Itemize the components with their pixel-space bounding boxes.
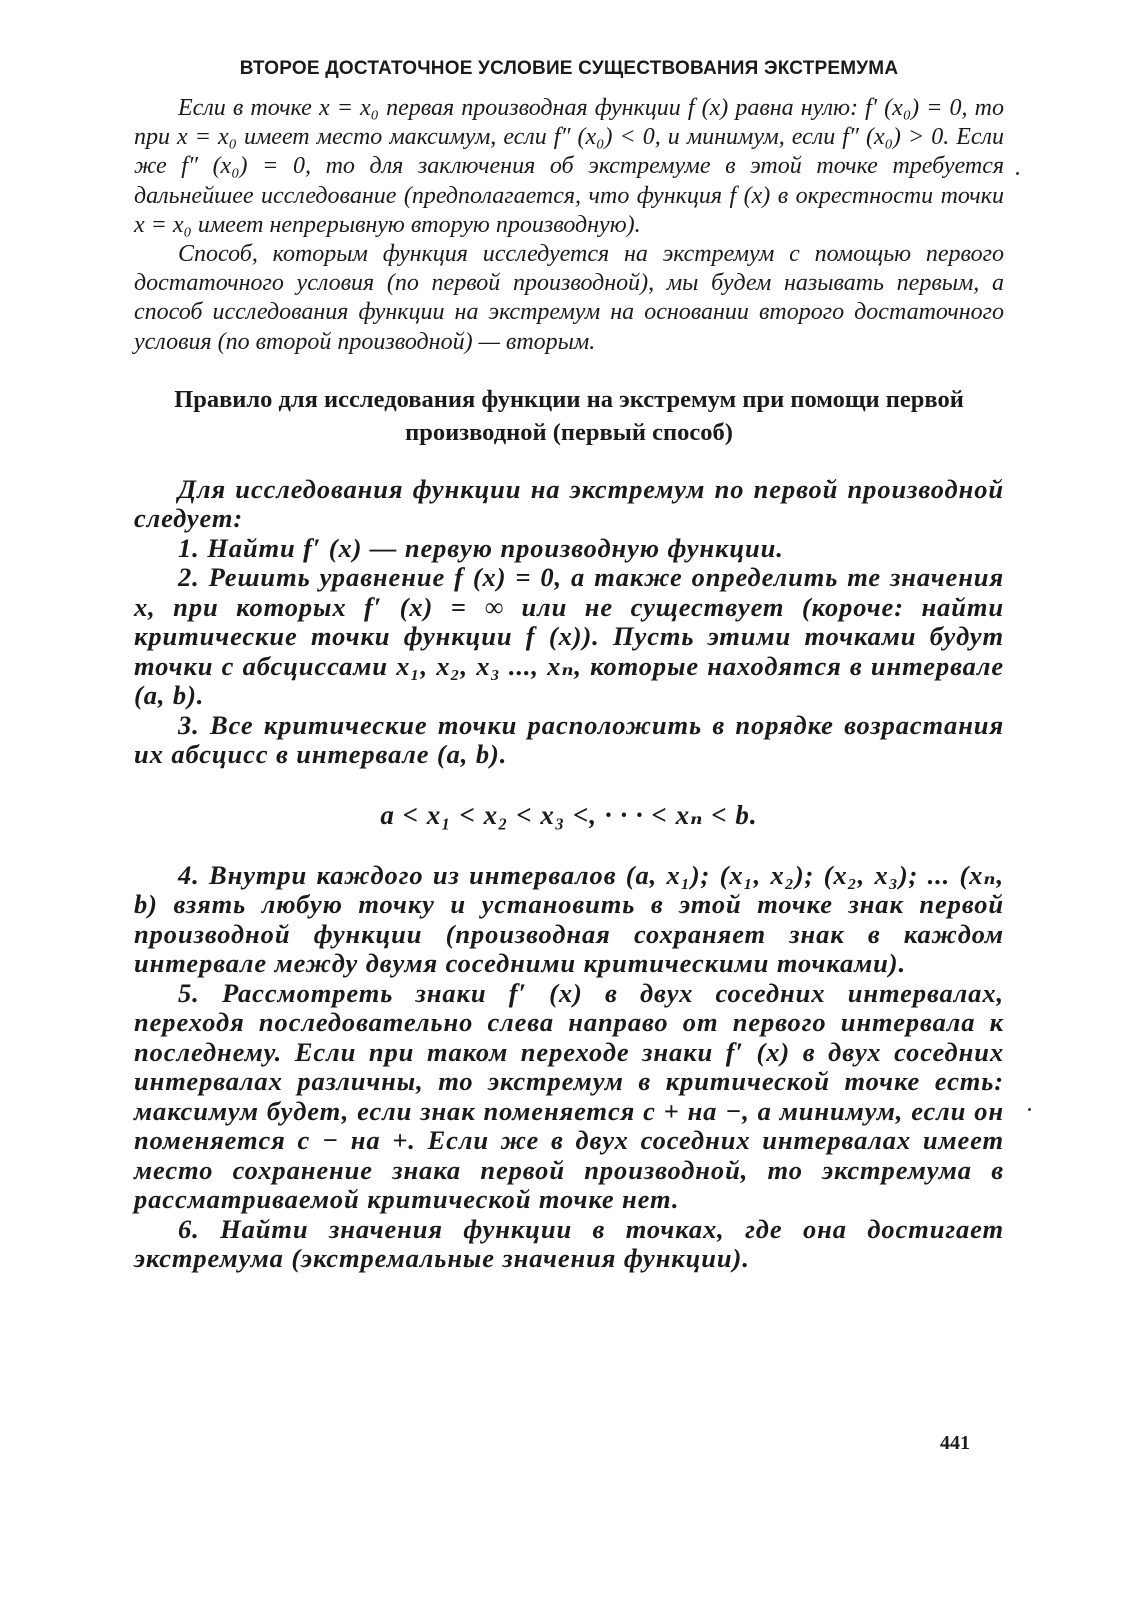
rule-step-4: 4. Внутри каждого из интервалов (a, x₁); (x₁, x₂); (x₂, x₃); ... (xₙ, b) взять любую точку и установить в этой точке знак первой производной функции (производная сохраняет знак в каждом интервале между двумя соседними критическими точками). xyxy=(134,859,1004,979)
section-title-second-condition: ВТОРОЕ ДОСТАТОЧНОЕ УСЛОВИЕ СУЩЕСТВОВАНИЯ ЭКСТРЕМУМА xyxy=(239,58,899,79)
rule-step-6: 6. Найти значения функции в точках, где она достигает экстремума (экстремальные значения функции). xyxy=(134,1213,1004,1274)
book-page xyxy=(134,58,1004,1274)
rule-step-1: 1. Найти f′ (x) — первую производную функции. xyxy=(178,532,784,563)
section-title-first-method-rule: Правило для исследования функции на экстремум при помощи первой производной (первый способ) xyxy=(174,385,964,446)
rule-intro: Для исследования функции на экстремум по первой производной следует: xyxy=(134,473,1004,534)
rule-step-3: 3. Все критические точки расположить в порядке возрастания их абсцисс в интервале (a, b). xyxy=(134,709,1004,770)
rule-step-5: 5. Рассмотреть знаки f′ (x) в двух соседних интервалах, переходя последовательно слева направо от первого интервала к последнему. Если при таком переходе знаки f′ (x) в двух соседних интервалах различны, то экстремум в критической точке есть: максимум будет, если знак поменяется с + на −, а минимум, если он поменяется с − на +. Если же в двух соседних интервалах имеет место сохранение знака первой производной, то экстремума в рассматриваемой критической точке нет. xyxy=(134,977,1004,1215)
rule-step-2: 2. Решить уравнение f (x) = 0, а также определить те значения x, при которых f′ (x) = ∞ или не существует (короче: найти критические точки функции f (x)). Пусть этими точками будут точки с абсциссами x₁, x₂, x₃ ..., xₙ, которые находятся в интервале (a, b). xyxy=(134,562,1004,711)
page-number: 441 xyxy=(940,1432,970,1454)
paragraph-method-naming: Способ, которым функция исследуется на экстремум с помощью первого достаточного условия (по первой производной), мы будем называть первым, а способ исследования функции на экстремум на основании второго достаточного условия (по второй производной) — вторым. xyxy=(134,241,1004,355)
ordering-formula: a < x₁ < x₂ < x₃ <, · · · < xₙ < b. xyxy=(380,799,758,830)
scan-speck xyxy=(1028,1108,1031,1111)
scan-speck xyxy=(1016,172,1019,175)
paragraph-second-condition: Если в точке x = x₀ первая производная функции f (x) равна нулю: f′ (x₀) = 0, то при x = x₀ имеет место максимум, если f″ (x₀) < 0, и минимум, если f″ (x₀) > 0. Если же f″ (x₀) = 0, то для заключения об экстремуме в этой точке требуется дальнейшее исследование (предполагается, что функция f (x) в окрестности точки x = x₀ имеет непрерывную вторую производную). xyxy=(134,95,1004,238)
